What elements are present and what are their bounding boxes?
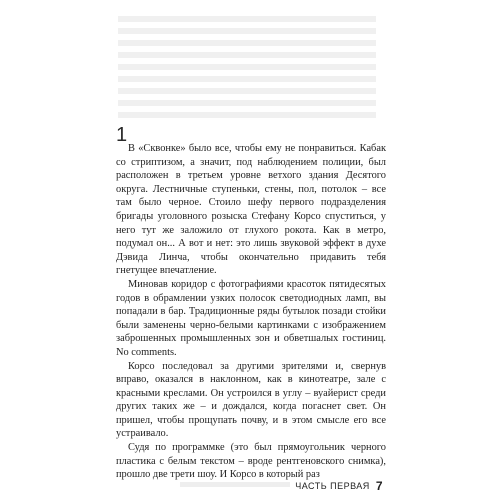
book-page [106, 0, 391, 500]
page-number: 7 [375, 479, 383, 493]
paragraph-4: Судя по программке (это был прямоугольник черного пластика с белым текстом – вроде рентгеновского снимка), прошло две трети шоу. И Корсо в который раз [116, 442, 386, 481]
paragraph-2: Миновав коридор с фотографиями красоток пятидесятых годов в обрамлении узких полосок светодиодных ламп, вы попадали в бар. Традиционные ряды бутылок позади стойки были заменены черно-белыми картинками с изображением заброшенных промышленных зон и обветшалых гостиниц. No comments. [116, 278, 386, 358]
bleed-through-text [118, 16, 376, 118]
page-footer [295, 479, 383, 493]
paragraph-1: В «Сквонке» было все, чтобы ему не понравиться. Кабак со стриптизом, а значит, под наблюдением полиции, был расположен в третьем уровне ветхого здания Десятого округа. Лестничные ступеньки, стены, пол, потолок – все там было черное. Стоило шефу первого подразделения бригады уголовного розыска Стефану Корсо спуститься, у него тут же заложило от глухого рокота. Как в метро, подумал он... А вот и нет: это лишь звуковой эффект в духе Дэвида Линча, чтобы окончательно придавить тебя гнетущее впечатление. [116, 143, 386, 277]
bleed-through-footer [180, 482, 290, 487]
chapter-number: 1 [116, 124, 128, 146]
paragraph-3: Корсо последовал за другими зрителями и, свернув вправо, оказался в наклонном, как в кинотеатре, зале с красными креслами. Он устроился в углу – вуайерист среди других таких же – и дождался, когда погаснет свет. Он пришел, чтобы прощупать почву, и в этом смысле его все устраивало. [116, 360, 386, 440]
chapter-body [116, 142, 386, 482]
running-head: ЧАСТЬ ПЕРВАЯ [295, 481, 370, 491]
